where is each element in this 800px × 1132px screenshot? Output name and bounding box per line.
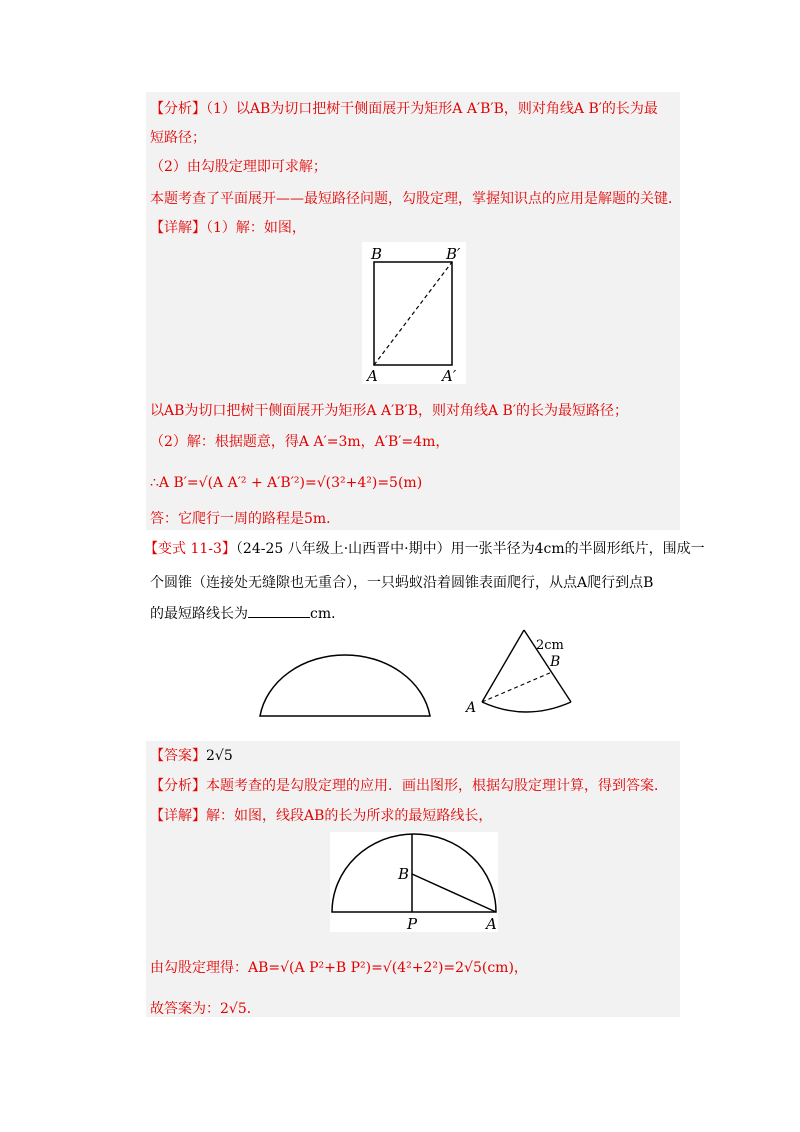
detail-text-1: （1）解：如图， (206, 220, 306, 236)
answer-blank (248, 604, 310, 618)
cone-diagram (464, 626, 584, 720)
semicircle-diagram (256, 640, 436, 724)
label-b2: B (398, 865, 410, 883)
question-line-1 (144, 539, 705, 559)
label-a: A (367, 367, 378, 384)
question-line-3 (150, 604, 345, 624)
detail-tag-2: 【详解】 (150, 808, 206, 824)
final-line: 故答案为：2√5． (150, 1001, 261, 1017)
cone-left-edge (482, 630, 524, 702)
label-b-prime: B′ (446, 245, 461, 263)
label-a2: A (486, 915, 497, 932)
rectangle-figure (362, 242, 466, 384)
label-b: B (371, 245, 383, 263)
semicircle-triangle-figure (330, 832, 498, 932)
segment-ab (412, 874, 496, 912)
detail-text-2: 解：如图，线段AB的长为所求的最短路线长， (206, 808, 493, 824)
analysis-line-3: （2）由勾股定理即可求解； (150, 159, 327, 175)
analysis-text-1: （1）以AB为切口把树干侧面展开为矩形A A′B′B，则对角线A B′的长为最 (206, 101, 658, 117)
variant-tag: 【变式 11-3】 (144, 541, 236, 557)
answer-row (150, 746, 233, 766)
cone-path (482, 672, 552, 702)
question-line-2: 个圆锥（连接处无缝隙也无重合），一只蚂蚁沿着圆锥表面爬行，从点A爬行到点B (150, 575, 654, 591)
analysis-tag: 【分析】 (150, 101, 206, 117)
label-a-prime: A′ (442, 367, 457, 384)
step-2: （2）解：根据题意，得A A′=3m，A′B′=4m， (150, 434, 450, 450)
cone-label-a: A (466, 700, 477, 716)
detail-row-2 (150, 806, 492, 826)
cone-length-label: 2cm (536, 638, 564, 653)
cone-base (482, 702, 571, 712)
analysis-tag-2: 【分析】 (150, 778, 206, 794)
cone-figure (464, 626, 584, 720)
analysis-text-2: 本题考查的是勾股定理的应用．画出图形，根据勾股定理计算，得到答案． (206, 778, 668, 794)
analysis-row-2 (150, 776, 668, 796)
label-p: P (407, 915, 418, 932)
semicircle-figure (256, 640, 436, 724)
cone-label-b: B (550, 654, 561, 670)
question-text-1: （24-25 八年级上·山西晋中·期中）用一张半径为4cm的半圆形纸片，围成一 (235, 541, 705, 557)
detail-tag: 【详解】 (150, 220, 206, 236)
answer-line: 答：它爬行一周的路程是5m． (150, 511, 341, 527)
semicircle-triangle-diagram (330, 832, 498, 932)
step-3: ∴A B′=√(A A′² + A′B′²)=√(3²+4²)=5(m) (150, 475, 423, 491)
diagonal-path (374, 262, 452, 365)
rectangle-diagram (362, 242, 466, 384)
question-text-3: 的最短路线长为 (150, 606, 248, 622)
calc-line: 由勾股定理得：AB=√(A P²+B P²)=√(4²+2²)=2√5(cm)， (150, 960, 528, 976)
answer-value: 2√5 (206, 748, 233, 764)
analysis-line-1 (150, 99, 658, 119)
analysis-line-2: 短路径； (150, 130, 206, 146)
step-1: 以AB为切口把树干侧面展开为矩形A A′B′B，则对角线A B′的长为最短路径； (150, 403, 629, 419)
summary-line: 本题考查了平面展开——最短路径问题，勾股定理，掌握知识点的应用是解题的关键． (150, 191, 682, 207)
answer-tag: 【答案】 (150, 748, 206, 764)
detail-line-1 (150, 218, 306, 238)
semicircle-shape (260, 655, 430, 716)
question-unit: cm． (310, 606, 346, 622)
